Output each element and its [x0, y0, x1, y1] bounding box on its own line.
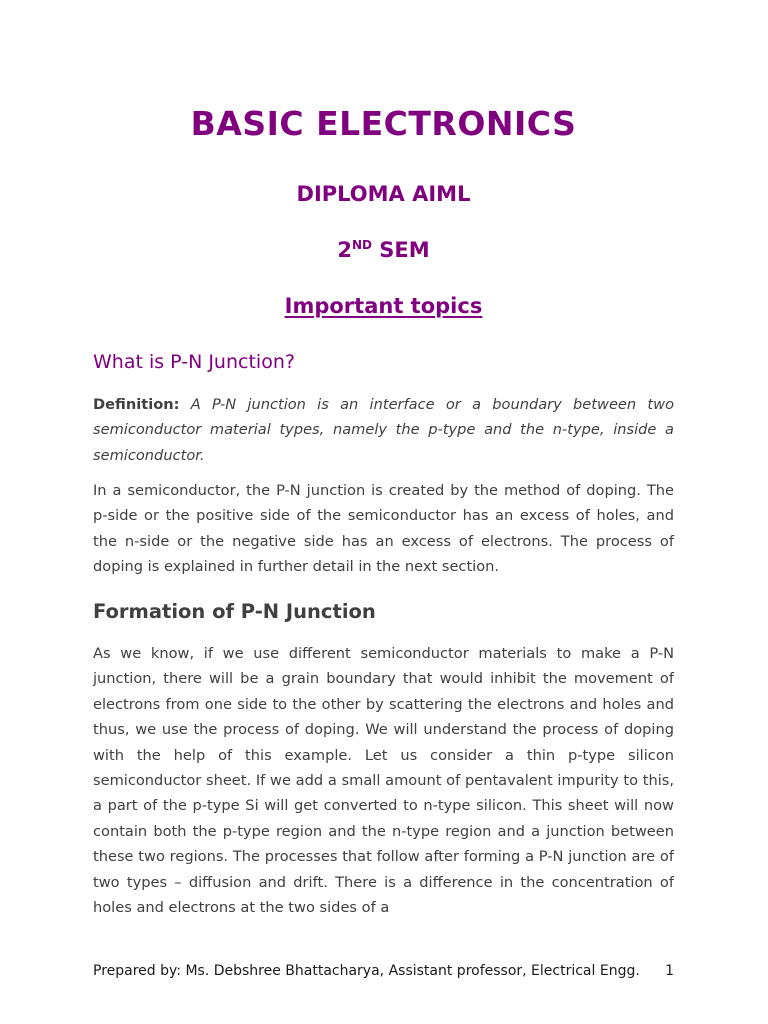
document-subtitle: DIPLOMA AIML	[296, 182, 471, 206]
doping-intro-paragraph: In a semiconductor, the P-N junction is created by the method of doping. The p-side or the positive side of the semiconductor has an excess of holes, and the n-side or the negative side has an excess of electrons. The process of doping is explained in further detail in the next section.	[93, 482, 674, 576]
formation-paragraph: As we know, if we use different semiconductor materials to make a P-N junction, there will be a grain boundary that would inhibit the movement of electrons from one side to the other by scattering the electrons and holes and thus, we use the process of doping. We will understand the process of doping with the help of this example. Let us consider a thin p-type silicon semiconductor sheet. If we add a small amount of pentavalent impurity to this, a part of the p-type Si will get converted to n-type silicon. This sheet will now contain both the p-type region and the n-type region and a junction between these two regions. The processes that follow after forming a P-N junction are of two types – diffusion and drift. There is a difference in the concentration of holes and electrons at the two sides of a	[93, 645, 674, 917]
definition-paragraph	[93, 392, 674, 468]
document-title: BASIC ELECTRONICS	[190, 104, 577, 143]
page-footer	[93, 963, 674, 979]
definition-label: Definition:	[93, 396, 180, 413]
definition-text: A P-N junction is an interface or a boundary between two semiconductor material types, namely the p-type and the n-type, inside a semiconductor.	[93, 396, 674, 464]
document-page	[93, 0, 674, 1024]
semester-number: 2	[337, 238, 352, 262]
section-heading-formation: Formation of P-N Junction	[93, 600, 376, 623]
semester-heading	[93, 238, 674, 262]
semester-suffix: ND	[351, 238, 372, 252]
footer-author: Prepared by: Ms. Debshree Bhattacharya, Assistant professor, Electrical Engg.	[93, 963, 640, 979]
topics-heading: Important topics	[284, 294, 483, 318]
page-number: 1	[665, 963, 674, 979]
section-heading-pn-junction: What is P-N Junction?	[93, 351, 295, 373]
semester-label: SEM	[379, 238, 430, 262]
